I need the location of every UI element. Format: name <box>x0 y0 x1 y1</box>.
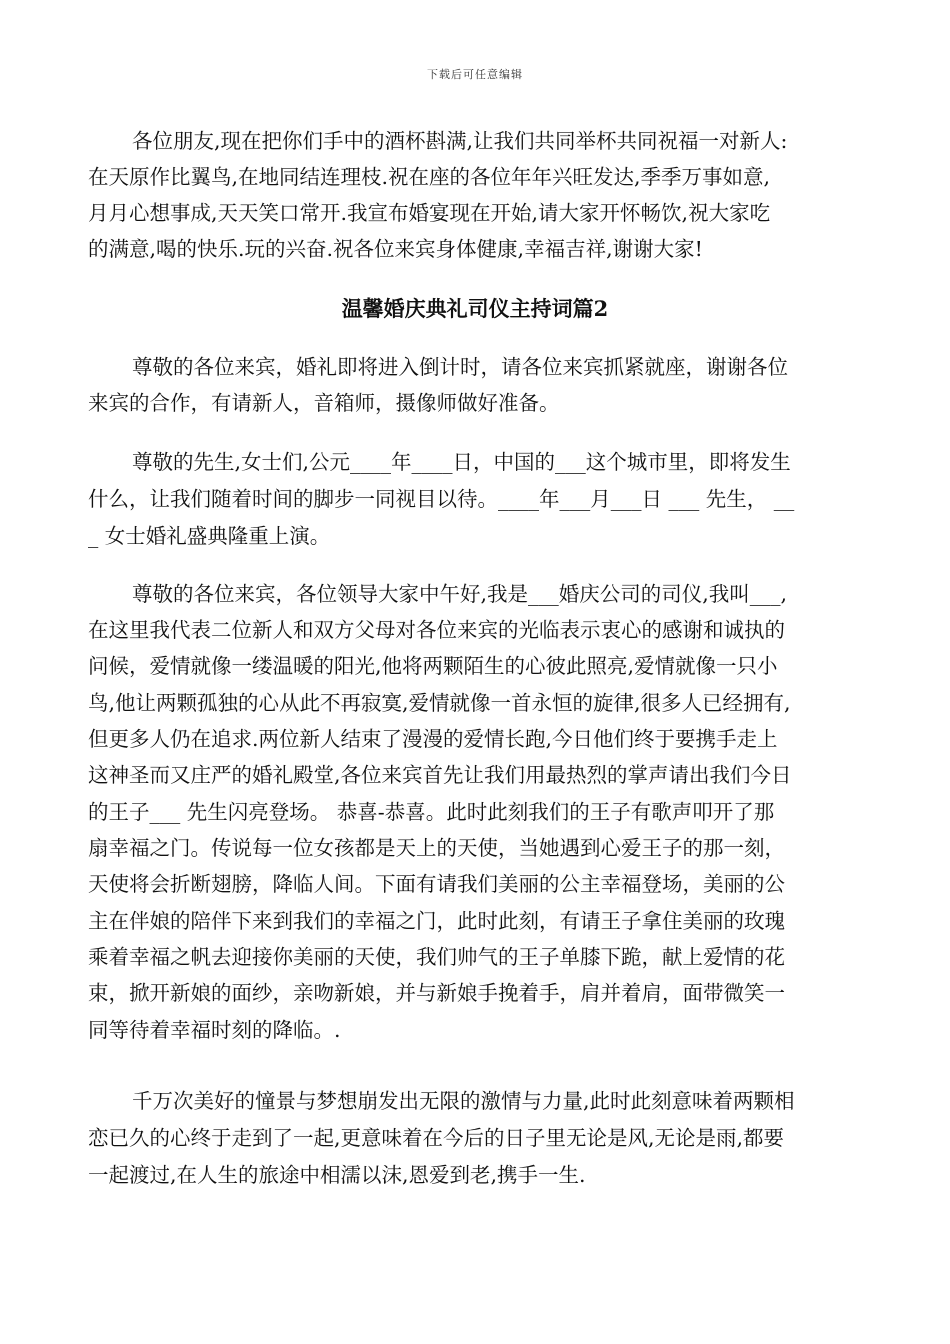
paragraph-line: 主在伴娘的陪伴下来到我们的幸福之门，此时此刻，有请王子拿住美丽的玫瑰 <box>88 909 785 933</box>
paragraph-line: 各位朋友,现在把你们手中的酒杯斟满,让我们共同举杯共同祝福一对新人: <box>132 129 788 153</box>
paragraph-line: 但更多人仍在追求.两位新人结束了漫漫的爱情长跑,今日他们终于要携手走上 <box>88 727 778 751</box>
paragraph-line: 问候，爱情就像一缕温暖的阳光,他将两颗陌生的心彼此照亮,爱情就像一只小 <box>88 654 778 678</box>
paragraph-line: 的王子___ 先生闪亮登场。 恭喜-恭喜。此时此刻我们的王子有歌声叩开了那 <box>88 800 775 824</box>
paragraph-line: 月月心想事成,天天笑口常开.我宣布婚宴现在开始,请大家开怀畅饮,祝大家吃 <box>88 201 771 225</box>
section-title: 温馨婚庆典礼司仪主持词篇2 <box>341 296 609 321</box>
paragraph-line: 尊敬的先生,女士们,公元____年____日，中国的___这个城市里，即将发生 <box>132 450 791 474</box>
paragraph-line: 束，掀开新娘的面纱，亲吻新娘，并与新娘手挽着手，肩并着肩，面带微笑一 <box>88 981 785 1005</box>
paragraph-line: 来宾的合作，有请新人，音箱师，摄像师做好准备。 <box>88 391 560 415</box>
paragraph-line: 同等待着幸福时刻的降临。. <box>88 1018 341 1042</box>
paragraph-line: 乘着幸福之帆去迎接你美丽的天使，我们帅气的王子单膝下跪，献上爱情的花 <box>88 945 785 969</box>
paragraph-line: 什么，让我们随着时间的脚步一同视目以待。____年___月___日 ___ 先生， __ <box>88 487 795 511</box>
paragraph-line: 在天原作比翼鸟,在地同结连理枝.祝在座的各位年年兴旺发达,季季万事如意, <box>88 165 771 189</box>
paragraph-line: 千万次美好的憧景与梦想崩发出无限的激情与力量,此时此刻意味着两颗相 <box>132 1089 795 1113</box>
paragraph-line: 在这里我代表二位新人和双方父母对各位来宾的光临表示衷心的感谢和诚执的 <box>88 618 785 642</box>
paragraph-line: 这神圣而又庄严的婚礼殿堂,各位来宾首先让我们用最热烈的掌声请出我们今日 <box>88 763 792 787</box>
paragraph-line: 扇幸福之门。传说每一位女孩都是天上的天使，当她遇到心爱王子的那一刻， <box>88 836 785 860</box>
paragraph-line: 天使将会折断翅膀，降临人间。下面有请我们美丽的公主幸福登场，美丽的公 <box>88 872 785 896</box>
paragraph-line: 尊敬的各位来宾，婚礼即将进入倒计时，请各位来宾抓紧就座，谢谢各位 <box>132 355 788 379</box>
paragraph-line: 恋已久的心终于走到了一起,更意味着在今后的日子里无论是风,无论是雨,都要 <box>88 1126 785 1150</box>
paragraph-line: 的满意,喝的快乐.玩的兴奋.祝各位来宾身体健康,幸福吉祥,谢谢大家! <box>88 237 703 261</box>
paragraph-line: _ 女士婚礼盛典隆重上演。 <box>88 524 331 548</box>
paragraph-line: 一起渡过,在人生的旅途中相濡以沫,恩爱到老,携手一生. <box>88 1163 586 1187</box>
paragraph-line: 鸟,他让两颗孤独的心从此不再寂寞,爱情就像一首永恒的旋律,很多人已经拥有, <box>88 691 791 715</box>
paragraph-line: 尊敬的各位来宾，各位领导大家中午好,我是___婚庆公司的司仪,我叫___, <box>132 582 788 606</box>
page-header: 下载后可任意编辑 <box>427 68 523 81</box>
